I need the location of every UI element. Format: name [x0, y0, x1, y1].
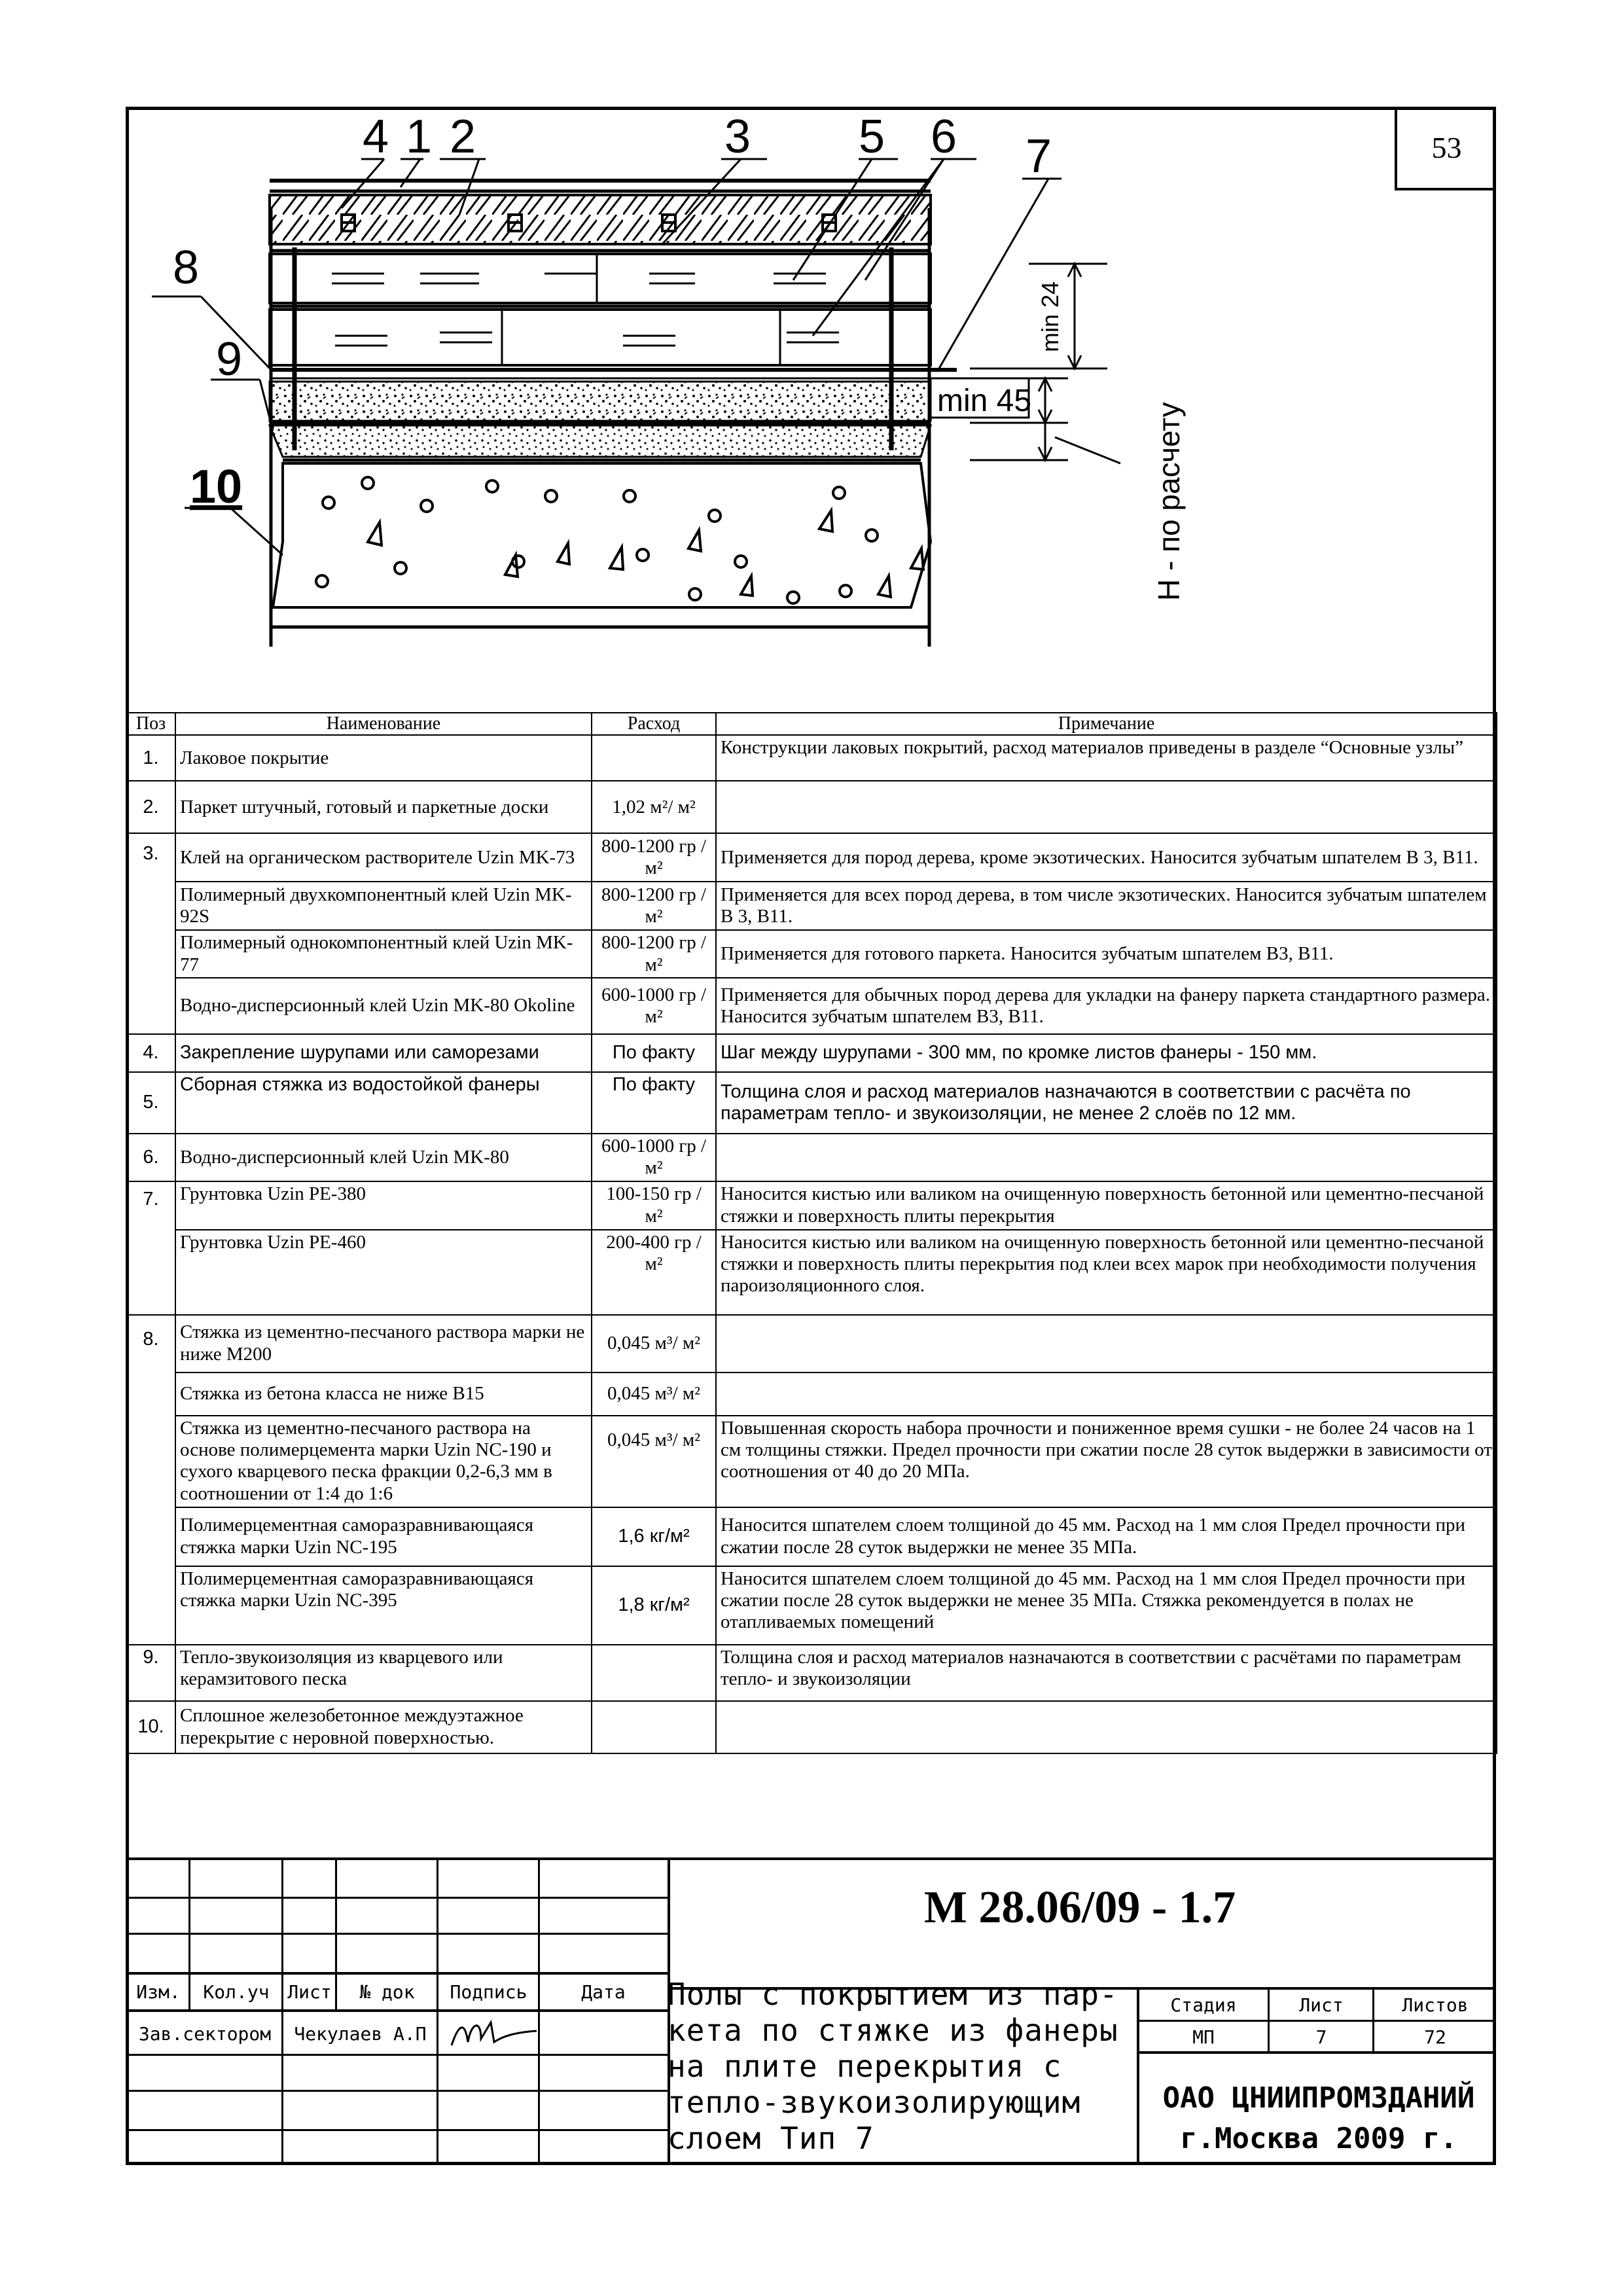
row-note: Наносится кистью или валиком на очищенную поверхность бетонной или цементно-песчаной стяжки и поверхность плиты перекрытия	[716, 1181, 1497, 1230]
role-label: Зав.сектором	[138, 2022, 272, 2045]
row-note	[716, 781, 1497, 833]
table-row	[126, 1315, 1497, 1372]
row-name: Водно-дисперсионный клей Uzin MK-80	[175, 1134, 592, 1181]
floor-section-drawing	[126, 110, 1369, 712]
row-name: Грунтовка Uzin PE-380	[175, 1181, 592, 1230]
row-qty: 0,045 м³/ м²	[592, 1372, 716, 1416]
drawing-title	[668, 1977, 1139, 2157]
row-note	[716, 1372, 1497, 1416]
row-qty: 800-1200 гр / м²	[592, 930, 716, 978]
specification-table	[126, 712, 1497, 1754]
col-izm: Изм.	[136, 1981, 181, 2003]
table-row	[126, 882, 1497, 930]
table-row	[126, 1034, 1497, 1072]
title-line: на плите перекрытия с	[668, 2049, 1062, 2084]
row-pos: 3.	[126, 833, 175, 1034]
callout-3: 3	[724, 111, 751, 163]
table-row	[126, 1372, 1497, 1416]
callout-10: 10	[190, 461, 243, 513]
row-note	[716, 1134, 1497, 1181]
row-name: Клей на органическом растворителе Uzin MK-73	[175, 833, 592, 882]
dimension-min45: min 45	[937, 384, 1032, 418]
col-list: Лист	[287, 1981, 332, 2003]
callout-1: 1	[406, 111, 433, 163]
row-note: Применяется для пород дерева, кроме экзотических. Наносится зубчатым шпателем В 3, В11.	[716, 833, 1497, 882]
row-name: Сплошное железобетонное междуэтажное перекрытие с неровной поверхностью.	[175, 1701, 592, 1753]
table-row	[126, 930, 1497, 978]
sheet-number: 53	[1395, 107, 1496, 190]
row-pos: 4.	[126, 1034, 175, 1072]
table-row	[126, 1566, 1497, 1645]
row-pos: 7.	[126, 1181, 175, 1315]
row-note: Конструкции лаковых покрытий, расход материалов приведены в разделе “Основные узлы”	[716, 735, 1497, 781]
row-qty: 800-1200 гр / м²	[592, 833, 716, 882]
table-row	[126, 1134, 1497, 1181]
row-name: Лаковое покрытие	[175, 735, 592, 781]
row-pos: 10.	[126, 1701, 175, 1753]
table-row	[126, 1701, 1497, 1753]
row-qty	[592, 1701, 716, 1753]
header-name: Наименование	[175, 713, 592, 735]
col-kol-uch: Кол.уч	[203, 1981, 270, 2003]
row-name: Закрепление шурупами или саморезами	[175, 1034, 592, 1072]
table-header-row	[126, 713, 1497, 735]
table-row	[126, 1507, 1497, 1566]
row-name: Стяжка из цементно-песчаного раствора марки не ниже М200	[175, 1315, 592, 1372]
callout-6: 6	[931, 111, 957, 163]
row-note: Толщина слоя и расход материалов назначаются в соответствии с расчётами по параметрам тепло- и звукоизоляции	[716, 1645, 1497, 1701]
col-signature: Подпись	[450, 1981, 527, 2003]
row-pos: 2.	[126, 781, 175, 833]
row-name: Сборная стяжка из водостойкой фанеры	[175, 1072, 592, 1134]
row-name: Водно-дисперсионный клей Uzin MK-80 Okoline	[175, 978, 592, 1034]
row-qty: 1,6 кг/м²	[592, 1507, 716, 1566]
row-name: Полимерный однокомпонентный клей Uzin MK-77	[175, 930, 592, 978]
row-note: Шаг между шурупами - 300 мм, по кромке листов фанеры - 150 мм.	[716, 1034, 1497, 1072]
row-pos: 1.	[126, 735, 175, 781]
header-note: Примечание	[716, 713, 1497, 735]
row-pos: 6.	[126, 1134, 175, 1181]
row-name: Полимерный двухкомпонентный клей Uzin MK-92S	[175, 882, 592, 930]
person-name: Чекулаев А.П	[294, 2022, 427, 2045]
table-row	[126, 1645, 1497, 1701]
row-name: Тепло-звукоизоляция из кварцевого или керамзитового песка	[175, 1645, 592, 1701]
row-qty: По факту	[592, 1034, 716, 1072]
sheet-label: Лист	[1299, 1994, 1344, 2016]
table-row	[126, 1416, 1497, 1507]
callout-7: 7	[1026, 130, 1052, 183]
row-qty: 0,045 м³/ м²	[592, 1416, 716, 1507]
row-note: Толщина слоя и расход материалов назначаются в соответствии с расчёта по параметрам тепло- и звукоизоляции, не менее 2 слоёв по 12 мм.	[716, 1072, 1497, 1134]
row-note: Применяется для всех пород дерева, в том числе экзотических. Наносится зубчатым шпателем В 3, В11.	[716, 882, 1497, 930]
row-qty	[592, 735, 716, 781]
col-date: Дата	[581, 1981, 626, 2003]
table-row	[126, 978, 1497, 1034]
table-row	[126, 1072, 1497, 1134]
row-qty: 0,045 м³/ м²	[592, 1315, 716, 1372]
row-note: Наносится шпателем слоем толщиной до 45 мм. Расход на 1 мм слоя Предел прочности при сжатии после 28 суток выдержки не менее 35 МПа. Стяжка рекомендуется в полах не отапливаемых помещений	[716, 1566, 1497, 1645]
row-pos: 8.	[126, 1315, 175, 1645]
header-qty: Расход	[592, 713, 716, 735]
sheets-label: Листов	[1402, 1994, 1469, 2016]
row-qty: 200-400 гр / м²	[592, 1230, 716, 1315]
organization	[1142, 2078, 1495, 2159]
row-name: Полимерцементная саморазравнивающаяся стяжка марки Uzin NC-195	[175, 1507, 592, 1566]
title-line: тепло-звукоизолирующим	[668, 2085, 1081, 2120]
table-row	[126, 781, 1497, 833]
title-line: кета по стяжке из фанеры	[668, 2013, 1118, 2048]
callout-8: 8	[173, 242, 200, 294]
row-pos: 5.	[126, 1072, 175, 1134]
row-pos: 9.	[126, 1645, 175, 1701]
title-line: слоем Тип 7	[668, 2121, 874, 2156]
sheet-value: 7	[1315, 2026, 1327, 2048]
row-qty: По факту	[592, 1072, 716, 1134]
callout-2: 2	[450, 111, 476, 163]
callout-4: 4	[363, 111, 389, 163]
org-city: г.Москва 2009 г.	[1180, 2122, 1457, 2155]
dimension-h: H - по расчету	[1152, 402, 1186, 601]
row-name: Стяжка из цементно-песчаного раствора на основе полимерцемента марки Uzin NC-190 и сухого кварцевого песка фракции 0,2-6,3 мм в соотношении от 1:4 до 1:6	[175, 1416, 592, 1507]
signature-scribble	[445, 2013, 543, 2054]
table-row	[126, 735, 1497, 781]
document-code: М 28.06/09 - 1.7	[923, 1882, 1236, 1933]
row-qty: 1,02 м²/ м²	[592, 781, 716, 833]
row-note: Наносится шпателем слоем толщиной до 45 мм. Расход на 1 мм слоя Предел прочности при сжатии после 28 суток выдержки не менее 35 МПа.	[716, 1507, 1497, 1566]
table-row	[126, 1230, 1497, 1315]
stage-label: Стадия	[1170, 1994, 1237, 2016]
row-name: Грунтовка Uzin PE-460	[175, 1230, 592, 1315]
callout-9: 9	[216, 333, 243, 386]
title-line: Полы с покрытием из пар-	[668, 1977, 1118, 2012]
dimension-min24: min 24	[1037, 281, 1063, 352]
row-note	[716, 1315, 1497, 1372]
row-name: Стяжка из бетона класса не ниже В15	[175, 1372, 592, 1416]
row-name: Полимерцементная саморазравнивающаяся стяжка марки Uzin NC-395	[175, 1566, 592, 1645]
row-note: Повышенная скорость набора прочности и пониженное время сушки - не более 24 часов на 1 см толщины стяжки. Предел прочности при сжатии после 28 суток выдержки в зависимости от соотношения от 40 до 20 МПа.	[716, 1416, 1497, 1507]
table-row	[126, 833, 1497, 882]
header-pos: Поз	[126, 713, 175, 735]
stage-value: МП	[1192, 2026, 1215, 2048]
row-qty: 1,8 кг/м²	[592, 1566, 716, 1645]
sheets-value: 72	[1424, 2026, 1446, 2048]
row-qty	[592, 1645, 716, 1701]
row-qty: 600-1000 гр / м²	[592, 1134, 716, 1181]
row-note: Применяется для обычных пород дерева для укладки на фанеру паркета стандартного размера. Наносится зубчатым шпателем В3, В11.	[716, 978, 1497, 1034]
row-qty: 600-1000 гр / м²	[592, 978, 716, 1034]
table-row	[126, 1181, 1497, 1230]
org-name: ОАО ЦНИИПРОМЗДАНИЙ	[1162, 2081, 1475, 2115]
callout-5: 5	[859, 111, 885, 163]
row-qty: 800-1200 гр / м²	[592, 882, 716, 930]
row-note: Наносится кистью или валиком на очищенную поверхность бетонной или цементно-песчаной стяжки и поверхность плиты перекрытия под клеи всех марок при необходимости получения пароизоляционного слоя.	[716, 1230, 1497, 1315]
row-name: Паркет штучный, готовый и паркетные доски	[175, 781, 592, 833]
col-doc-num: № док	[359, 1981, 415, 2003]
row-note	[716, 1701, 1497, 1753]
row-note: Применяется для готового паркета. Наносится зубчатым шпателем В3, В11.	[716, 930, 1497, 978]
row-qty: 100-150 гр / м²	[592, 1181, 716, 1230]
